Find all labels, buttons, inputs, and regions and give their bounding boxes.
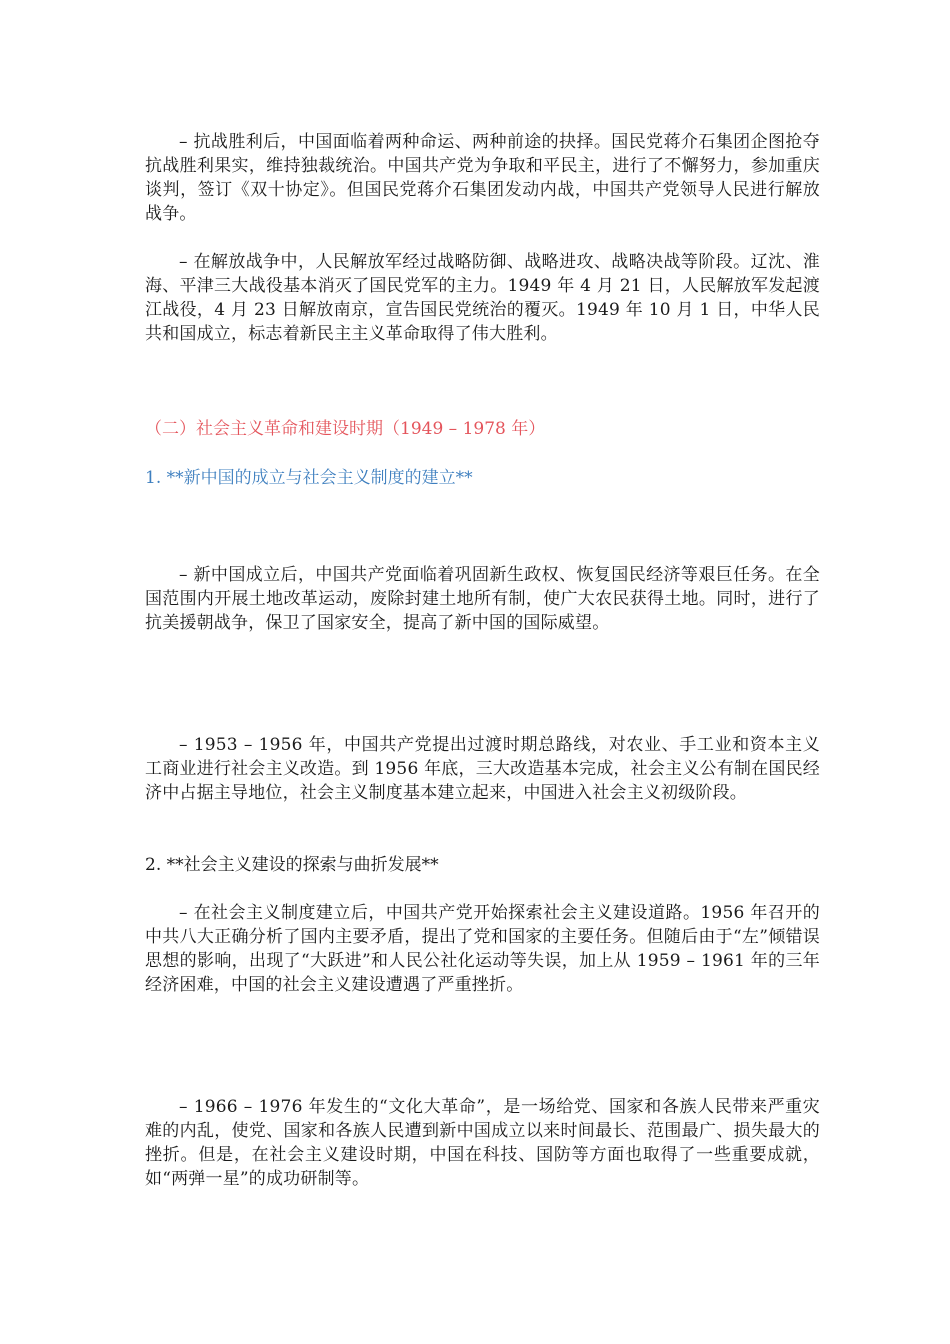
paragraph-liberation-war: – 在解放战争中，人民解放军经过战略防御、战略进攻、战略决战等阶段。辽沈、淮海、平津三大战役基本消灭了国民党军的主力。1949 年 4 月 21 日，人民解放军发起渡江战役，4 月 23 日解放南京，宣告国民党统治的覆灭。1949 年 10 月 1 日，中华人民共和国成立，标志着新民主主义革命取得了伟大胜利。 bbox=[145, 252, 820, 344]
subheading-socialist-construction: 2. **社会主义建设的探索与曲折发展** bbox=[145, 855, 439, 875]
paragraph-new-china-tasks: – 新中国成立后，中国共产党面临着巩固新生政权、恢复国民经济等艰巨任务。在全国范围内开展土地改革运动，废除封建土地所有制，使广大农民获得土地。同时，进行了抗美援朝战争，保卫了国家安全，提高了新中国的国际威望。 bbox=[145, 565, 820, 633]
subheading-new-china-founding: 1. **新中国的成立与社会主义制度的建立** bbox=[145, 468, 473, 488]
paragraph-construction-exploration: – 在社会主义制度建立后，中国共产党开始探索社会主义建设道路。1956 年召开的中共八大正确分析了国内主要矛盾，提出了党和国家的主要任务。但随后由于“左”倾错误思想的影响，出现了“大跃进”和人民公社化运动等失误，加上从 1959 – 1961 年的三年经济困难，中国的社会主义建设遭遇了严重挫折。 bbox=[145, 903, 820, 995]
section-heading-socialist-revolution: （二）社会主义革命和建设时期（1949 – 1978 年） bbox=[145, 419, 546, 439]
paragraph-cultural-revolution: – 1966 – 1976 年发生的“文化大革命”，是一场给党、国家和各族人民带来严重灾难的内乱，使党、国家和各族人民遭到新中国成立以来时间最长、范围最广、损失最大的挫折。但是，在社会主义建设时期，中国在科技、国防等方面也取得了一些重要成就，如“两弹一星”的成功研制等。 bbox=[145, 1097, 820, 1189]
paragraph-postwar-choice: – 抗战胜利后，中国面临着两种命运、两种前途的抉择。国民党蒋介石集团企图抢夺抗战胜利果实，维持独裁统治。中国共产党为争取和平民主，进行了不懈努力，参加重庆谈判，签订《双十协定》。但国民党蒋介石集团发动内战，中国共产党领导人民进行解放战争。 bbox=[145, 132, 820, 224]
paragraph-socialist-transformation: – 1953 – 1956 年，中国共产党提出过渡时期总路线，对农业、手工业和资本主义工商业进行社会主义改造。到 1956 年底，三大改造基本完成，社会主义公有制在国民经济中占据主导地位，社会主义制度基本建立起来，中国进入社会主义初级阶段。 bbox=[145, 735, 820, 803]
